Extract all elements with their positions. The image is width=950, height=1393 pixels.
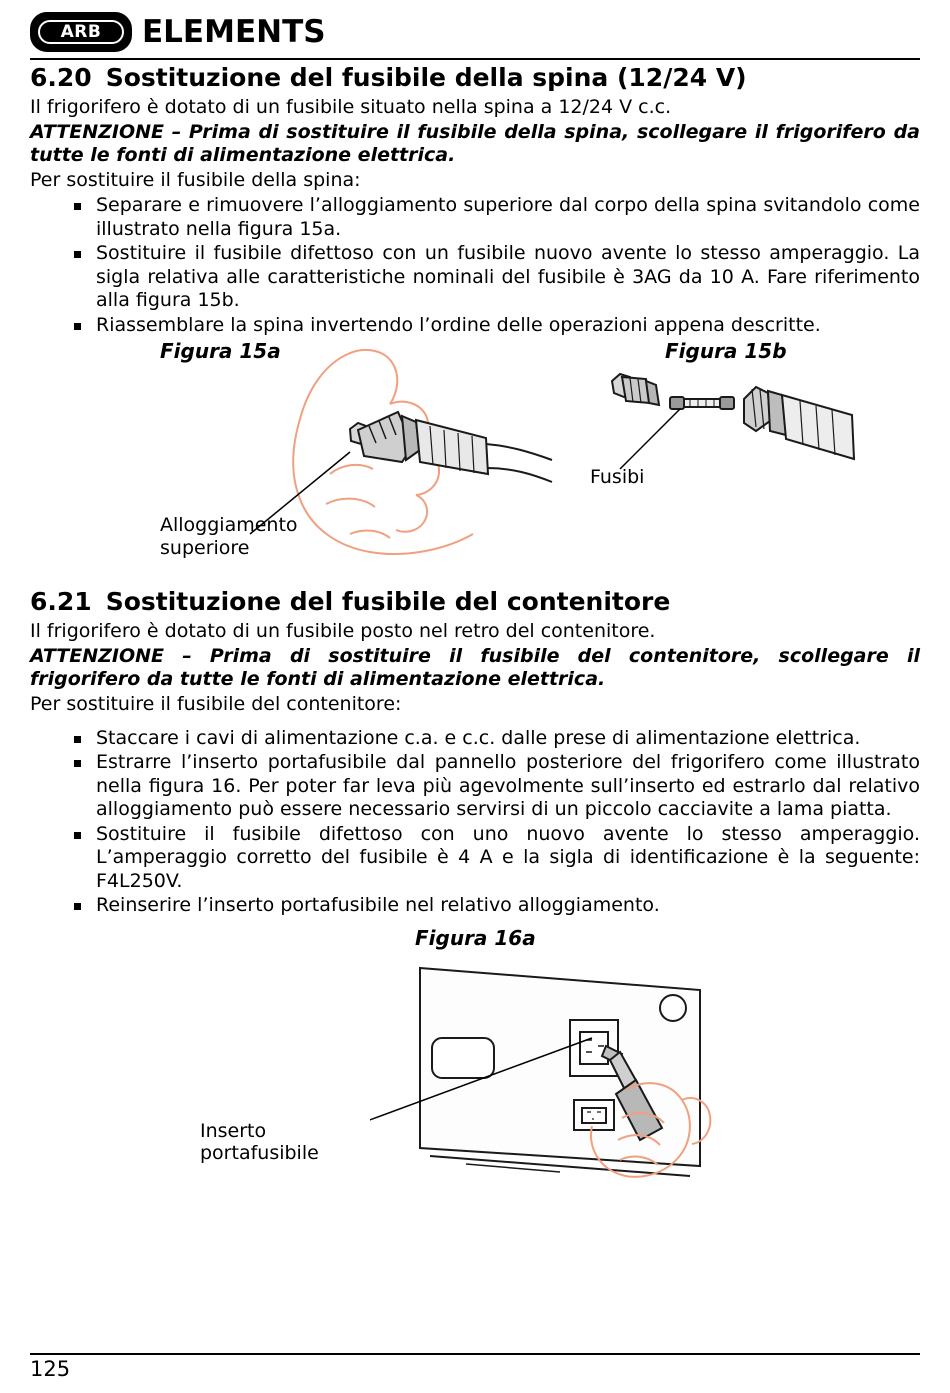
list-item: Sostituire il fusibile difettoso con uno nuovo avente lo stesso amperaggio. L’amperaggio corretto del fusibile è 4 A e la sigla di identificazione è la seguente: F4L250V. [70, 823, 920, 894]
label-inserto-line2: portafusibile [200, 1142, 319, 1165]
list-item: Sostituire il fusibile difettoso con un fusibile nuovo avente lo stesso amperaggio. La sigla relativa alle caratteristiche nominali del fusibile è 3AG da 10 A. Fare riferimento alla figura 15b. [70, 242, 920, 313]
section-620-heading [30, 64, 920, 92]
header-divider [30, 58, 920, 60]
section-620-warning: ATTENZIONE – Prima di sostituire il fusibile della spina, scollegare il frigorifero da tutte le fonti di alimentazione elettrica. [30, 120, 920, 166]
section-621-number: 6.21 [30, 587, 92, 617]
footer-divider [30, 1353, 920, 1355]
section-620-number: 6.20 [30, 63, 92, 92]
section-621-warning: ATTENZIONE – Prima di sostituire il fusibile del contenitore, scollegare il frigorifero da tutte le fonti di alimentazione elettrica. [30, 645, 920, 691]
label-alloggiamento-line2: superiore [160, 536, 250, 559]
list-item: Staccare i cavi di alimentazione c.a. e c.c. dalle prese di alimentazione elettrica. [70, 727, 920, 751]
arb-logo [30, 12, 132, 52]
figure-15b-illustration [560, 359, 890, 529]
section-620-leadin: Per sostituire il fusibile della spina: [30, 169, 361, 192]
figure-15-block [30, 339, 920, 584]
arb-logo-inner [38, 20, 124, 44]
section-620-bullet-list [30, 194, 920, 337]
section-621-title: Sostituzione del fusibile del contenitore [105, 587, 671, 617]
section-620-intro: Il frigorifero è dotato di un fusibile situato nella spina a 12/24 V c.c. [30, 95, 672, 118]
figure-15a-caption: Figura 15a [160, 339, 281, 364]
page-footer [30, 1353, 920, 1381]
list-item: Riassemblare la spina invertendo l’ordine delle operazioni appena descritte. [70, 314, 920, 338]
arb-logo-text: ARB [60, 21, 102, 42]
page-header [30, 0, 920, 52]
page-title: ELEMENTS [142, 13, 326, 50]
figure-16a-caption: Figura 16a [415, 926, 536, 951]
figure-15b-caption: Figura 15b [665, 339, 787, 364]
label-inserto-portafusibile [200, 1120, 319, 1165]
label-inserto-line1: Inserto [200, 1120, 267, 1143]
section-621-heading [30, 588, 920, 616]
list-item: Estrarre l’inserto portafusibile dal pannello posteriore del frigorifero come illustrato nella figura 16. Per poter far leva più agevolmente sull’inserto ed estrarlo dal relativo alloggiamento può essere necessario servirsi di un piccolo cacciavite a lama piatta. [70, 751, 920, 822]
section-621-bullet-list [30, 727, 920, 918]
figure-16a-illustration [370, 960, 770, 1200]
list-item: Separare e rimuovere l’alloggiamento superiore dal corpo della spina svitandolo come illustrato nella figura 15a. [70, 194, 920, 241]
section-621-intro: Il frigorifero è dotato di un fusibile posto nel retro del contenitore. [30, 619, 656, 642]
section-620-title: Sostituzione del fusibile della spina (12/24 V) [105, 63, 747, 92]
section-621-leadin: Per sostituire il fusibile del contenitore: [30, 693, 402, 716]
list-item: Reinserire l’inserto portafusibile nel relativo alloggiamento. [70, 894, 920, 918]
page-number: 125 [30, 1357, 71, 1381]
label-alloggiamento-superiore [160, 514, 298, 559]
label-alloggiamento-line1: Alloggiamento [160, 514, 298, 537]
label-fusibile: Fusibi [590, 466, 645, 489]
figure-16a-block [30, 920, 920, 1210]
